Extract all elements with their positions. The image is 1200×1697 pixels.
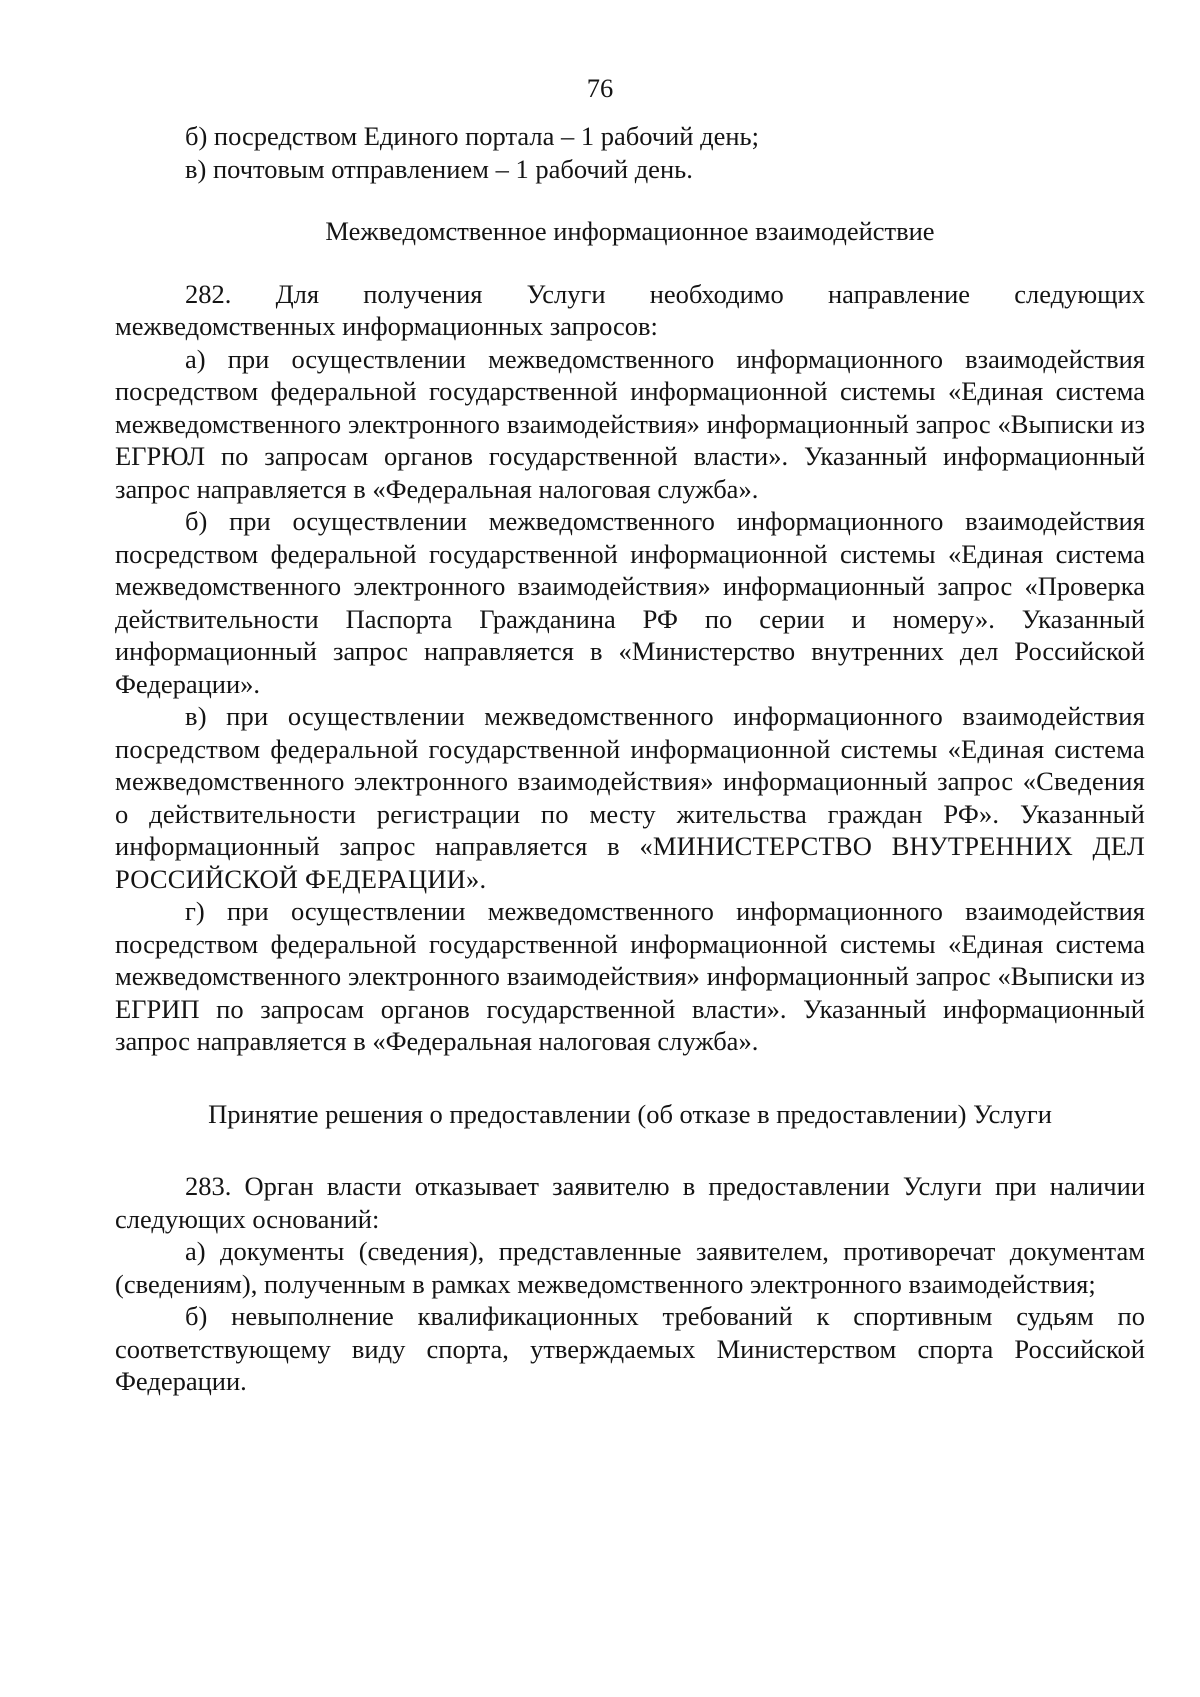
spacer [115,185,1145,215]
clause-282-b: б) при осуществлении межведомственного информационного взаимодействия посредством федеральной государственной информационной системы «Единая система межведомственного электронного взаимодействия» информационный запрос «Проверка действительности Паспорта Гражданина РФ по серии и номеру». Указанный информационный запрос направляется в «Министерство внутренних дел Российской Федерации». [115,506,1145,699]
spacer [115,1130,1145,1170]
intro-item-b: б) посредством Единого портала – 1 рабочий день; [185,121,759,151]
spacer [115,1058,1145,1098]
page-number: 76 [586,73,614,103]
section-heading-interagency: Межведомственное информационное взаимодействие [325,216,935,246]
clause-282: 282. Для получения Услуги необходимо направление следующих межведомственных информационных запросов: [115,278,1145,341]
clause-282-g: г) при осуществлении межведомственного информационного взаимодействия посредством федеральной государственной информационной системы «Единая система межведомственного электронного взаимодействия» информационный запрос «Выписки из ЕГРИП по запросам органов государственной власти». Указанный информационный запрос направляется в «Федеральная налоговая служба». [115,896,1145,1056]
clause-283: 283. Орган власти отказывает заявителю в предоставлении Услуги при наличии следующих оснований: [115,1171,1145,1234]
clause-283-b: б) невыполнение квалификационных требований к спортивным судьям по соответствующему виду спорта, утверждаемых Министерством спорта Российской Федерации. [115,1301,1145,1396]
clause-282-a: а) при осуществлении межведомственного информационного взаимодействия посредством федеральной государственной информационной системы «Единая система межведомственного электронного взаимодействия» информационный запрос «Выписки из ЕГРЮЛ по запросам органов государственной власти». Указанный информационный запрос направляется в «Федеральная налоговая служба». [115,343,1145,504]
clause-283-a: а) документы (сведения), представленные заявителем, противоречат документам (сведениям), полученным в рамках межведомственного электронного взаимодействия; [115,1236,1145,1299]
clause-282-v: в) при осуществлении межведомственного информационного взаимодействия посредством федеральной государственной информационной системы «Единая система межведомственного электронного взаимодействия» информационный запрос «Сведения о действительности регистрации по месту жительства граждан РФ». Указанный информационный запрос направляется в «МИНИСТЕРСТВО ВНУТРЕННИХ ДЕЛ РОССИЙСКОЙ ФЕДЕРАЦИИ». [115,701,1145,894]
spacer [115,248,1145,278]
section-heading-decision: Принятие решения о предоставлении (об отказе в предоставлении) Услуги [208,1098,1052,1129]
intro-item-v: в) почтовым отправлением – 1 рабочий день. [185,153,693,184]
document-body [115,120,1145,1398]
